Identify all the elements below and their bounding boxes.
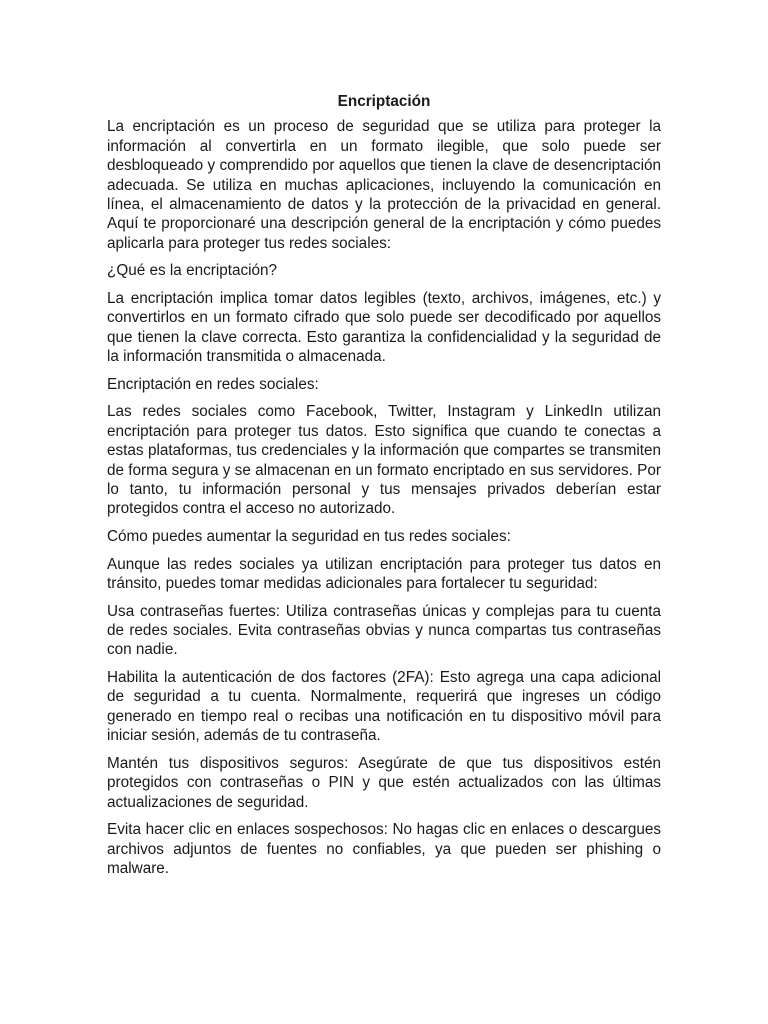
paragraph-medidas-adicionales: Aunque las redes sociales ya utilizan encriptación para proteger tus datos en tránsito, puedes tomar medidas adicionales para fortalecer tu seguridad: xyxy=(107,555,661,593)
paragraph-heading-aumentar-seguridad: Cómo puedes aumentar la seguridad en tus redes sociales: xyxy=(107,528,511,546)
paragraph-heading-que-es: ¿Qué es la encriptación? xyxy=(107,262,278,280)
document-page xyxy=(107,92,661,887)
paragraph-2fa: Habilita la autenticación de dos factores (2FA): Esto agrega una capa adicional de seguridad a tu cuenta. Normalmente, requerirá que ingreses un código generado en tiempo real o recibas una notificación en tu dispositivo móvil para iniciar sesión, además de tu contraseña. xyxy=(107,669,661,745)
paragraph-contrasenas: Usa contraseñas fuertes: Utiliza contraseñas únicas y complejas para tu cuenta de redes sociales. Evita contraseñas obvias y nunca compartas tus contraseñas con nadie. xyxy=(107,602,661,659)
paragraph-dispositivos: Mantén tus dispositivos seguros: Asegúrate de que tus dispositivos estén protegidos con contraseñas o PIN y que estén actualizados con las últimas actualizaciones de seguridad. xyxy=(107,754,661,811)
paragraph-definition: La encriptación implica tomar datos legibles (texto, archivos, imágenes, etc.) y convertirlos en un formato cifrado que solo puede ser decodificado por aquellos que tienen la clave correcta. Esto garantiza la confidencialidad y la seguridad de la información transmitida o almacenada. xyxy=(107,290,661,366)
paragraph-heading-redes-sociales: Encriptación en redes sociales: xyxy=(107,375,319,393)
document-title: Encriptación xyxy=(337,93,431,110)
paragraph-intro: La encriptación es un proceso de seguridad que se utiliza para proteger la información al convertirla en un formato ilegible, que solo puede ser desbloqueado y comprendido por aquellos que tienen la clave de desencriptación adecuada. Se utiliza en muchas aplicaciones, incluyendo la comunicación en línea, el almacenamiento de datos y la protección de la privacidad en general. Aquí te proporcionaré una descripción general de la encriptación y cómo puedes aplicarla para proteger tus redes sociales: xyxy=(107,118,661,252)
paragraph-redes-sociales: Las redes sociales como Facebook, Twitter, Instagram y LinkedIn utilizan encriptación para proteger tus datos. Esto significa que cuando te conectas a estas plataformas, tus credenciales y la información que compartes se transmiten de forma segura y se almacenan en un formato encriptado en sus servidores. Por lo tanto, tu información personal y tus mensajes privados deberían estar protegidos contra el acceso no autorizado. xyxy=(107,403,661,518)
paragraph-enlaces: Evita hacer clic en enlaces sospechosos: No hagas clic en enlaces o descargues archivos adjuntos de fuentes no confiables, ya que pueden ser phishing o malware. xyxy=(107,821,661,878)
